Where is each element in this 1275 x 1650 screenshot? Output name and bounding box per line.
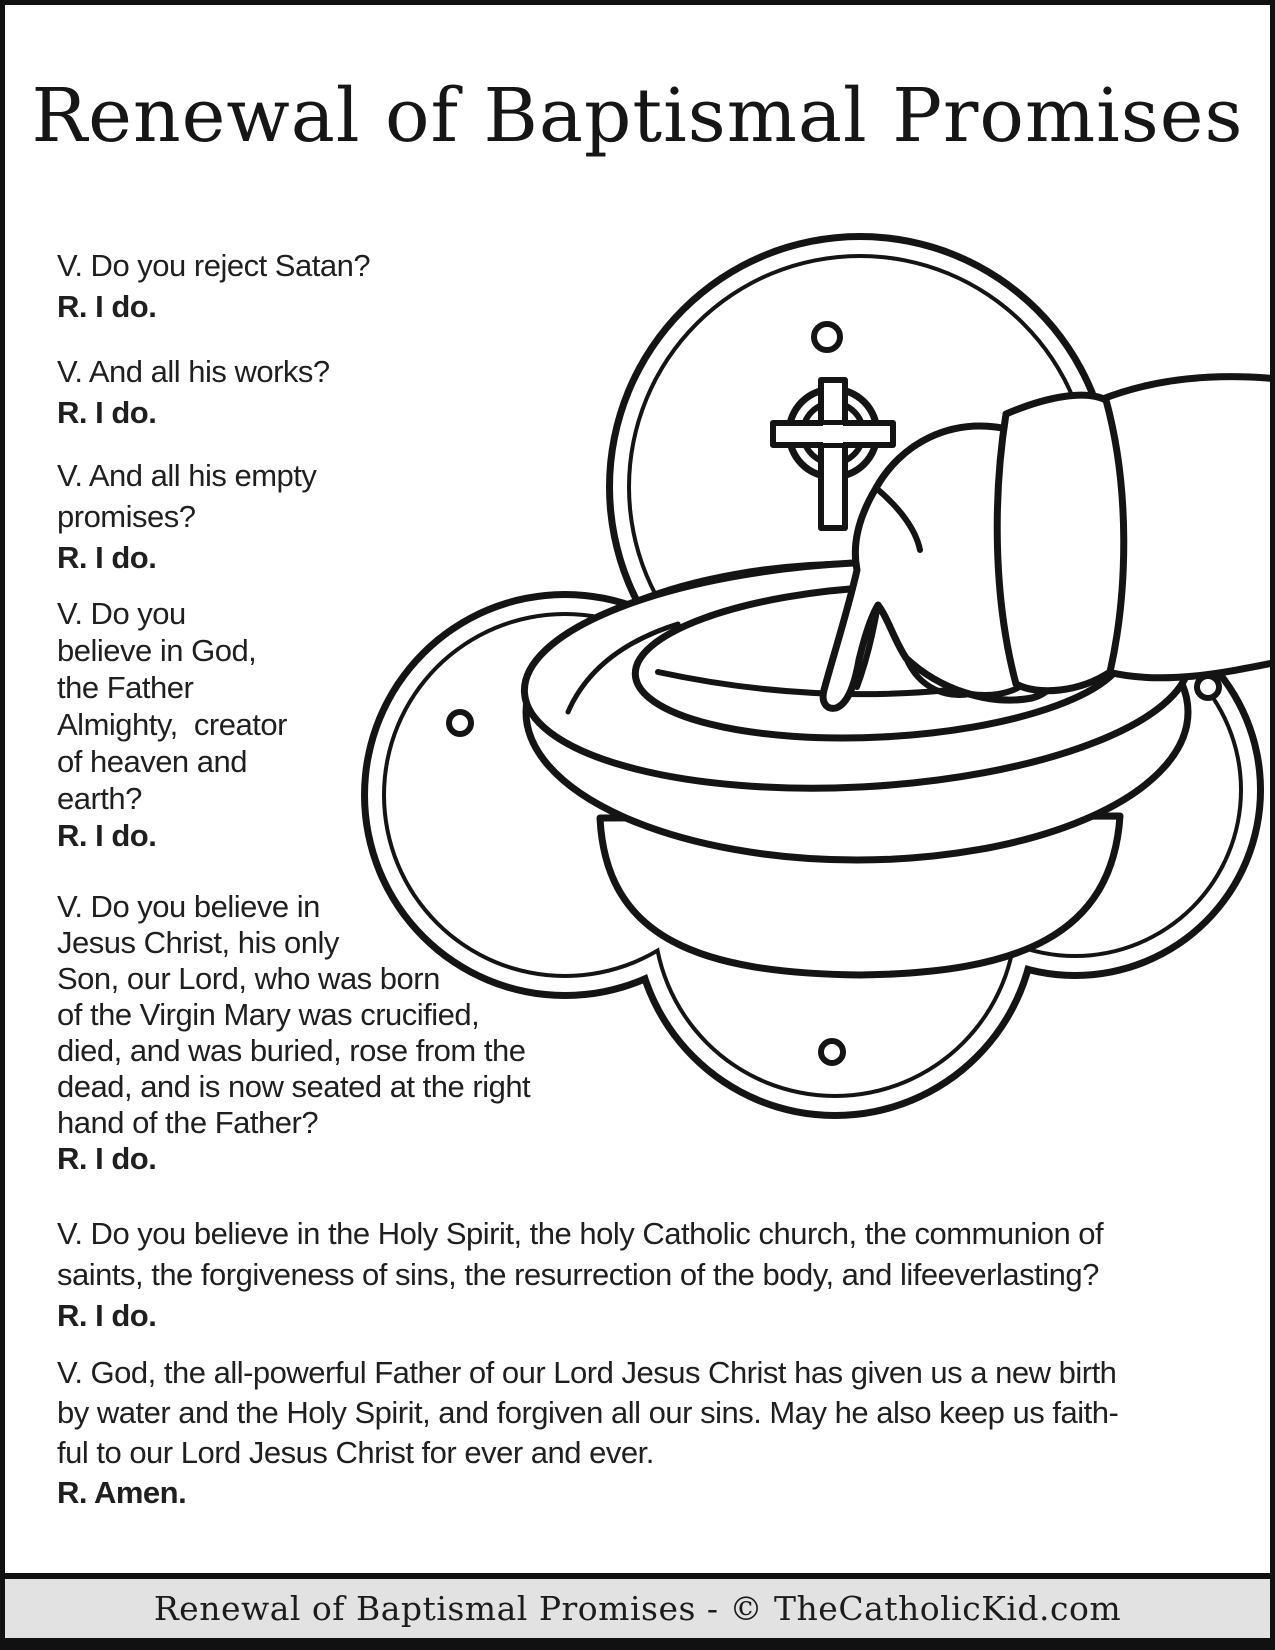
versicle-line: believe in God, [57, 633, 257, 668]
promise-block-3 [57, 455, 316, 578]
versicle-line: of the Virgin Mary was crucified, [57, 997, 480, 1032]
response-line: R. I do. [57, 818, 157, 853]
response-line: R. Amen. [57, 1475, 187, 1510]
baptismal-font-illustration [360, 220, 1275, 1155]
promise-block-1 [57, 245, 370, 327]
versicle-line: Almighty, creator [57, 707, 287, 742]
page-title: Renewal of Baptismal Promises [31, 73, 1244, 159]
versicle-line: died, and was buried, rose from the [57, 1033, 526, 1068]
response-line: R. I do. [57, 395, 157, 430]
versicle-line: dead, and is now seated at the right [57, 1069, 531, 1104]
versicle-line: of heaven and [57, 744, 248, 779]
response-line: R. I do. [57, 1141, 157, 1176]
versicle-line: Jesus Christ, his only [57, 925, 339, 960]
versicle-line: V. Do you believe in [57, 889, 320, 924]
promise-block-4 [57, 595, 287, 854]
versicle-line: V. Do you [57, 596, 186, 631]
versicle-line: hand of the Father? [57, 1105, 319, 1140]
promise-block-2 [57, 351, 330, 433]
versicle-line: earth? [57, 781, 142, 816]
versicle-line: V. And all his works? [57, 354, 330, 389]
mounting-hole-bottom [821, 1041, 843, 1063]
versicle-line: ful to our Lord Jesus Christ for ever and ever. [57, 1435, 654, 1470]
versicle-line: V. Do you reject Satan? [57, 248, 371, 283]
versicle-line: V. And all his empty [57, 458, 317, 493]
response-line: R. I do. [57, 540, 157, 575]
versicle-line: V. Do you believe in the Holy Spirit, the holy Catholic church, the communion of [57, 1216, 1104, 1251]
response-line: R. I do. [57, 1298, 157, 1333]
mounting-hole-top [814, 324, 840, 350]
versicle-line: promises? [57, 499, 196, 534]
promise-block-7 [57, 1353, 1118, 1513]
promise-block-6 [57, 1213, 1103, 1336]
versicle-line: Son, our Lord, who was born [57, 961, 440, 996]
footer-bar [5, 1573, 1270, 1645]
versicle-line: by water and the Holy Spirit, and forgiven all our sins. May he also keep us faith- [57, 1395, 1119, 1430]
response-line: R. I do. [57, 289, 157, 324]
footer-credit: Renewal of Baptismal Promises - © TheCatholicKid.com [153, 1589, 1122, 1628]
mounting-hole-left [449, 712, 471, 734]
versicle-line: the Father [57, 670, 194, 705]
mounting-hole-right [1197, 676, 1219, 698]
sleeve-cuff [997, 395, 1124, 691]
versicle-line: saints, the forgiveness of sins, the resurrection of the body, and lifeeverlasting? [57, 1257, 1099, 1292]
versicle-line: V. God, the all-powerful Father of our Lord Jesus Christ has given us a new birth [57, 1355, 1117, 1390]
